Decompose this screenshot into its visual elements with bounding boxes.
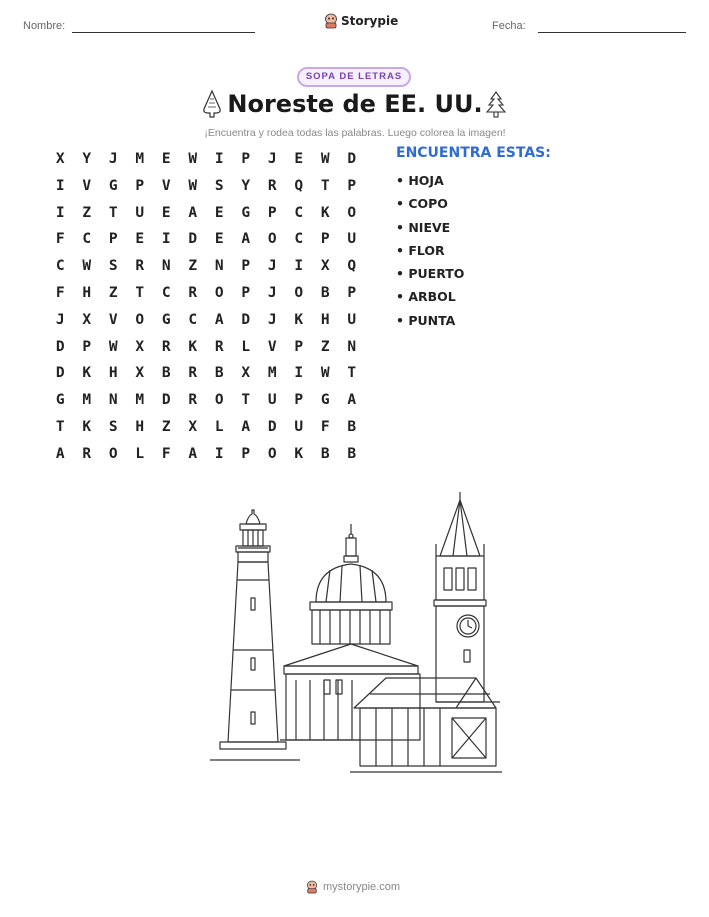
grid-cell[interactable]: P <box>108 231 118 248</box>
coloring-illustration[interactable] <box>200 490 510 775</box>
grid-cell[interactable]: C <box>161 284 171 301</box>
word-item: • COPO <box>396 196 448 212</box>
grid-cell[interactable]: R <box>188 392 198 409</box>
grid-cell[interactable]: J <box>55 311 65 328</box>
grid-cell[interactable]: Z <box>320 338 330 355</box>
grid-cell[interactable]: C <box>294 231 304 248</box>
grid-cell[interactable]: W <box>320 365 330 382</box>
grid-cell[interactable]: V <box>267 338 277 355</box>
grid-cell[interactable]: L <box>135 445 145 462</box>
footer-url[interactable]: mystorypie.com <box>323 881 401 893</box>
grid-cell[interactable]: B <box>161 365 171 382</box>
grid-cell[interactable]: J <box>267 258 277 275</box>
grid-cell[interactable]: V <box>161 177 171 194</box>
grid-cell[interactable]: T <box>108 204 118 221</box>
grid-cell[interactable]: K <box>82 365 92 382</box>
word-item: • HOJA <box>396 173 444 188</box>
grid-cell[interactable]: I <box>294 258 304 275</box>
grid-cell[interactable]: N <box>108 392 118 409</box>
grid-cell[interactable]: L <box>241 338 251 355</box>
grid-cell[interactable]: K <box>294 311 304 328</box>
grid-cell[interactable]: H <box>108 365 118 382</box>
pine-tree-icon <box>483 90 509 120</box>
grid-cell[interactable]: J <box>267 284 277 301</box>
grid-cell[interactable]: B <box>347 445 357 462</box>
word-item: • PUNTA <box>396 312 456 328</box>
grid-cell[interactable]: P <box>241 258 251 275</box>
grid-cell[interactable]: F <box>320 418 330 435</box>
grid-cell[interactable]: I <box>294 365 304 382</box>
grid-cell[interactable]: D <box>347 151 357 167</box>
grid-cell[interactable]: J <box>267 151 277 167</box>
grid-cell[interactable]: B <box>214 365 224 382</box>
footer <box>306 880 400 894</box>
grid-cell[interactable]: C <box>55 258 65 275</box>
grid-cell[interactable]: E <box>214 231 224 248</box>
grid-cell[interactable]: D <box>188 231 198 248</box>
grid-cell[interactable]: B <box>320 445 330 462</box>
word-search-grid[interactable] <box>47 146 365 468</box>
grid-cell[interactable]: W <box>82 258 92 275</box>
word-list-title: ENCUENTRA ESTAS: <box>396 145 551 161</box>
grid-cell[interactable]: C <box>294 204 304 221</box>
grid-cell[interactable]: R <box>267 177 277 194</box>
grid-cell[interactable]: A <box>241 418 251 435</box>
grid-cell[interactable]: X <box>320 258 330 275</box>
word-item: • NIEVE <box>396 219 451 235</box>
grid-cell[interactable]: P <box>82 338 92 355</box>
grid-cell[interactable]: H <box>320 311 330 328</box>
grid-cell[interactable]: O <box>267 231 277 248</box>
grid-cell[interactable]: O <box>267 445 277 462</box>
grid-cell[interactable]: Z <box>108 284 118 301</box>
grid-cell[interactable]: S <box>108 258 118 275</box>
storypie-logo-icon <box>306 880 318 894</box>
grid-cell[interactable]: O <box>294 284 304 301</box>
word-item: • ARBOL <box>396 289 456 305</box>
grid-cell[interactable]: F <box>55 231 65 248</box>
grid-cell[interactable]: P <box>294 392 304 409</box>
grid-cell[interactable]: W <box>108 338 118 355</box>
grid-cell[interactable]: P <box>241 445 251 462</box>
grid-cell[interactable]: U <box>347 311 357 328</box>
grid-cell[interactable]: T <box>347 365 357 382</box>
grid-cell[interactable]: O <box>135 311 145 328</box>
grid-cell[interactable]: U <box>267 392 277 409</box>
grid-cell[interactable]: L <box>214 418 224 435</box>
grid-cell[interactable]: X <box>135 338 145 355</box>
grid-cell[interactable]: A <box>214 311 224 328</box>
word-list <box>396 172 464 335</box>
grid-cell[interactable]: Z <box>188 258 198 275</box>
grid-cell[interactable]: E <box>214 204 224 221</box>
grid-cell[interactable]: O <box>347 204 357 221</box>
name-line[interactable] <box>72 32 255 33</box>
grid-cell[interactable]: M <box>82 392 92 409</box>
grid-cell[interactable]: G <box>55 392 65 409</box>
grid-cell[interactable]: D <box>55 338 65 355</box>
grid-cell[interactable]: P <box>267 204 277 221</box>
grid-cell[interactable]: R <box>188 284 198 301</box>
date-line[interactable] <box>538 32 686 33</box>
grid-cell[interactable]: P <box>294 338 304 355</box>
grid-cell[interactable]: R <box>82 445 92 462</box>
grid-cell[interactable]: W <box>188 151 198 167</box>
grid-cell[interactable]: Q <box>294 177 304 194</box>
grid-cell[interactable]: X <box>55 151 65 167</box>
grid-cell[interactable]: P <box>241 151 251 167</box>
grid-cell[interactable]: Z <box>161 418 171 435</box>
grid-cell[interactable]: K <box>320 204 330 221</box>
grid-cell[interactable]: W <box>188 177 198 194</box>
grid-cell[interactable]: A <box>241 231 251 248</box>
word-item: • PUERTO <box>396 266 465 282</box>
grid-cell[interactable]: N <box>214 258 224 275</box>
date-label: Fecha: <box>492 20 526 32</box>
grid-cell[interactable]: E <box>135 231 145 248</box>
grid-cell[interactable]: U <box>135 204 145 221</box>
grid-cell[interactable]: D <box>55 365 65 382</box>
grid-cell[interactable]: H <box>135 418 145 435</box>
grid-cell[interactable]: A <box>347 392 357 409</box>
grid-cell[interactable]: O <box>108 445 118 462</box>
grid-cell[interactable]: T <box>320 177 330 194</box>
brand-name: Storypie <box>341 14 399 28</box>
clock-tower-drawing <box>434 492 500 702</box>
instructions: ¡Encuentra y rodea todas las palabras. Luego colorea la imagen! <box>204 127 506 139</box>
grid-cell[interactable]: F <box>55 284 65 301</box>
grid-cell[interactable]: I <box>161 231 171 248</box>
grid-cell[interactable]: D <box>241 311 251 328</box>
name-label: Nombre: <box>23 20 66 32</box>
grid-cell[interactable]: P <box>135 177 145 194</box>
grid-cell[interactable]: P <box>241 284 251 301</box>
arrowhead-icon <box>200 89 224 119</box>
grid-cell[interactable]: G <box>108 177 118 194</box>
grid-cell[interactable]: P <box>347 177 357 194</box>
grid-cell[interactable]: G <box>161 311 171 328</box>
grid-cell[interactable]: P <box>347 284 357 301</box>
grid-cell[interactable]: B <box>320 284 330 301</box>
grid-cell[interactable]: T <box>135 284 145 301</box>
grid-cell[interactable]: R <box>188 365 198 382</box>
grid-cell[interactable]: F <box>161 445 171 462</box>
grid-cell[interactable]: M <box>267 365 277 382</box>
grid-cell[interactable]: E <box>161 204 171 221</box>
grid-cell[interactable]: O <box>214 284 224 301</box>
grid-cell[interactable]: J <box>267 311 277 328</box>
grid-cell[interactable]: R <box>214 338 224 355</box>
grid-cell[interactable]: A <box>55 445 65 462</box>
grid-cell[interactable]: J <box>108 151 118 167</box>
grid-cell[interactable]: R <box>161 338 171 355</box>
grid-cell[interactable]: S <box>108 418 118 435</box>
grid-cell[interactable]: V <box>82 177 92 194</box>
grid-cell[interactable]: B <box>347 418 357 435</box>
word-item: • FLOR <box>396 242 445 258</box>
grid-cell[interactable]: D <box>267 418 277 435</box>
grid-cell[interactable]: R <box>135 258 145 275</box>
grid-cell[interactable]: U <box>294 418 304 435</box>
storypie-logo-icon <box>324 13 338 29</box>
grid-cell[interactable]: I <box>55 177 65 194</box>
grid-cell[interactable]: H <box>82 284 92 301</box>
grid-cell[interactable]: I <box>55 204 65 221</box>
grid-cell[interactable]: I <box>214 445 224 462</box>
grid-cell[interactable]: Y <box>82 151 92 167</box>
grid-cell[interactable]: S <box>214 177 224 194</box>
grid-cell[interactable]: X <box>188 418 198 435</box>
grid-cell[interactable]: C <box>188 311 198 328</box>
grid-cell[interactable]: Z <box>82 204 92 221</box>
grid-cell[interactable]: G <box>320 392 330 409</box>
grid-cell[interactable]: X <box>82 311 92 328</box>
puzzle-type-badge: SOPA DE LETRAS <box>297 67 411 87</box>
grid-cell[interactable]: W <box>320 151 330 167</box>
grid-cell[interactable]: I <box>214 151 224 167</box>
page-title: Noreste de EE. UU. <box>227 90 483 118</box>
covered-bridge-drawing <box>350 678 502 772</box>
grid-cell[interactable]: M <box>135 392 145 409</box>
grid-cell[interactable]: T <box>241 392 251 409</box>
grid-cell[interactable]: K <box>188 338 198 355</box>
grid-cell[interactable]: P <box>320 231 330 248</box>
grid-cell[interactable]: K <box>294 445 304 462</box>
grid-cell[interactable]: G <box>241 204 251 221</box>
grid-cell[interactable]: N <box>347 338 357 355</box>
grid-cell[interactable]: U <box>347 231 357 248</box>
grid-cell[interactable]: C <box>82 231 92 248</box>
grid-cell[interactable]: E <box>161 151 171 167</box>
grid-cell[interactable]: X <box>135 365 145 382</box>
grid-cell[interactable]: A <box>188 204 198 221</box>
grid-cell[interactable]: O <box>214 392 224 409</box>
grid-cell[interactable]: K <box>82 418 92 435</box>
grid-cell[interactable]: X <box>241 365 251 382</box>
grid-cell[interactable]: N <box>161 258 171 275</box>
grid-cell[interactable]: A <box>188 445 198 462</box>
grid-cell[interactable]: Q <box>347 258 357 275</box>
grid-cell[interactable]: V <box>108 311 118 328</box>
grid-cell[interactable]: Y <box>241 177 251 194</box>
grid-cell[interactable]: D <box>161 392 171 409</box>
brand-logo <box>324 13 398 29</box>
grid-cell[interactable]: T <box>55 418 65 435</box>
grid-cell[interactable]: E <box>294 151 304 167</box>
grid-cell[interactable]: M <box>135 151 145 167</box>
